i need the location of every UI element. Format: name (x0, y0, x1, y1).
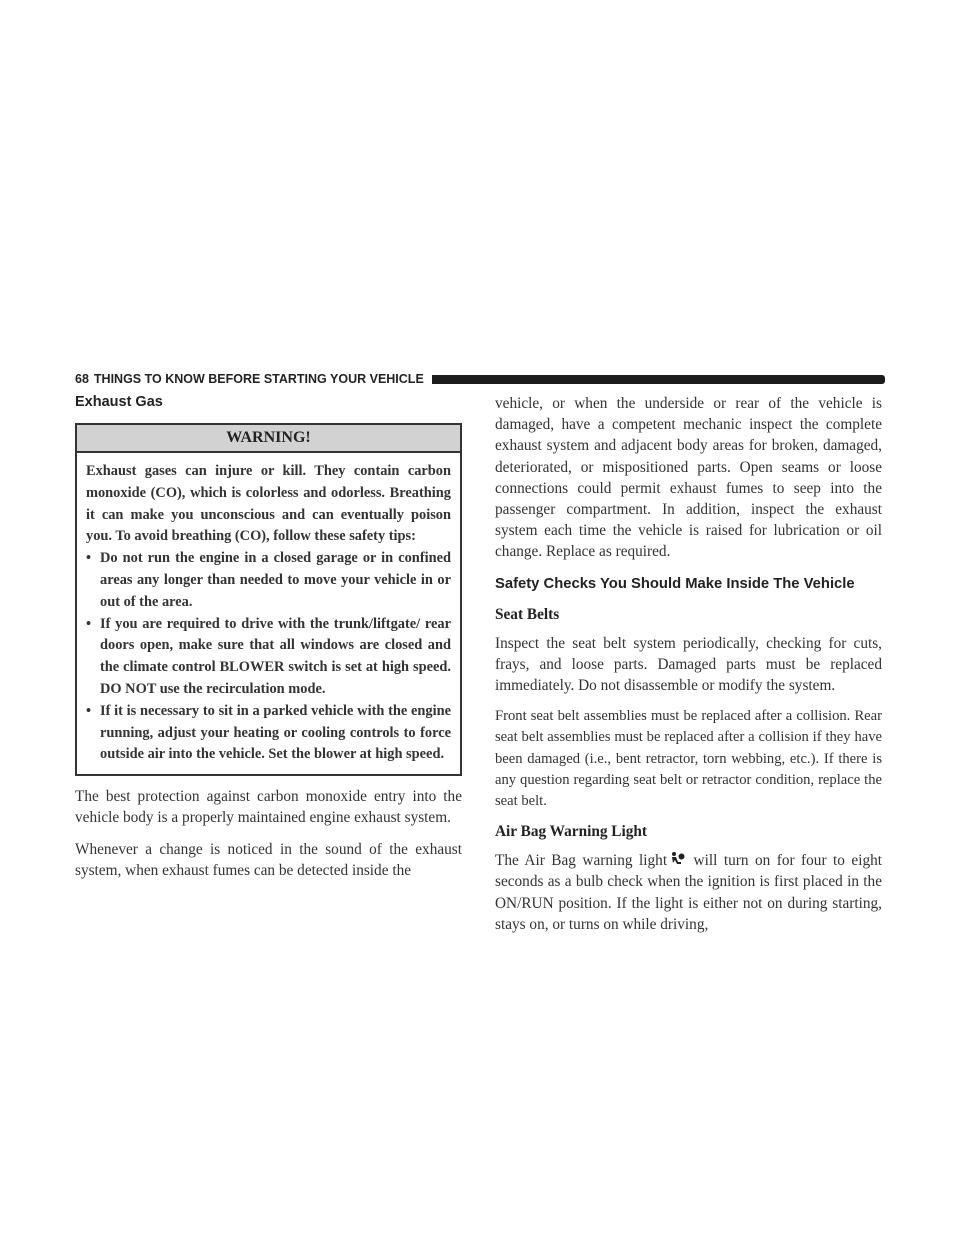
bullet-dot: • (86, 615, 92, 632)
airbag-warning-icon (669, 851, 685, 867)
page-number: 68 (75, 372, 89, 386)
bullet-text: Do not run the engine in a closed garage or in confined areas any longer than needed to move your vehicle in or out of the area. (100, 550, 451, 610)
paragraph: Whenever a change is noticed in the sound of the exhaust system, when exhaust fumes can be detected inside the (75, 840, 462, 879)
airbag-text-after: will turn on for four to eight seconds as a bulb check when the ignition is first placed in the ON/RUN position. If the light is either not on during starting, stays on, or turns on while driving, (495, 852, 882, 933)
section-title: THINGS TO KNOW BEFORE STARTING YOUR VEHICLE (93, 372, 424, 386)
airbag-text-before: The Air Bag warning light (495, 852, 668, 870)
paragraph: vehicle, or when the underside or rear of the vehicle is damaged, have a competent mechanic inspect the complete exhaust system and adjacent body areas for broken, damaged, deteriorated, or mispositioned parts. Open seams or loose connections could permit exhaust fumes to seep into the passenger compartment. In addition, inspect the exhaust system each time the vehicle is raised for lubrication or oil change. Replace as required. (495, 395, 882, 561)
bullet-dot: • (86, 550, 92, 567)
warning-bullet (86, 701, 451, 766)
page-header (75, 370, 885, 388)
header-rule (432, 375, 885, 384)
exhaust-gas-heading: Exhaust Gas (75, 394, 163, 410)
bullet-text: If you are required to drive with the trunk/liftgate/ rear doors open, make sure that all windows are closed and the climate control BLOWER switch is set at high speed. DO NOT use the recirculation mode. (100, 615, 451, 697)
airbag-warning-heading: Air Bag Warning Light (495, 823, 648, 841)
bullet-dot: • (86, 702, 92, 719)
warning-body (77, 453, 460, 774)
warning-bullet (86, 548, 451, 613)
left-column (75, 393, 462, 881)
warning-box (75, 423, 462, 776)
paragraph: Inspect the seat belt system periodically, checking for cuts, frays, and loose parts. Damaged parts must be replaced immediately. Do not disassemble or modify the system. (495, 634, 882, 695)
safety-checks-heading: Safety Checks You Should Make Inside The Vehicle (495, 575, 855, 592)
warning-intro: Exhaust gases can injure or kill. They contain carbon monoxide (CO), which is colorless and odorless. Breathing it can make you unconscious and can eventually poison you. To avoid breathing (CO), follow these safety tips: (86, 463, 451, 545)
seat-belts-heading: Seat Belts (495, 605, 560, 623)
airbag-paragraph (495, 850, 882, 935)
warning-title: WARNING! (77, 425, 460, 453)
paragraph: Front seat belt assemblies must be replaced after a collision. Rear seat belt assemblies must be replaced after a collision if they have been damaged (i.e., bent retractor, torn webbing, etc.). If there is any question regarding seat belt or retractor condition, replace the seat belt. (495, 708, 882, 810)
bullet-text: If it is necessary to sit in a parked vehicle with the engine running, adjust your heating or cooling controls to force outside air into the vehicle. Set the blower at high speed. (100, 702, 451, 763)
right-column (495, 393, 882, 935)
paragraph: The best protection against carbon monoxide entry into the vehicle body is a properly maintained engine exhaust system. (75, 788, 462, 827)
warning-bullet (86, 614, 451, 701)
